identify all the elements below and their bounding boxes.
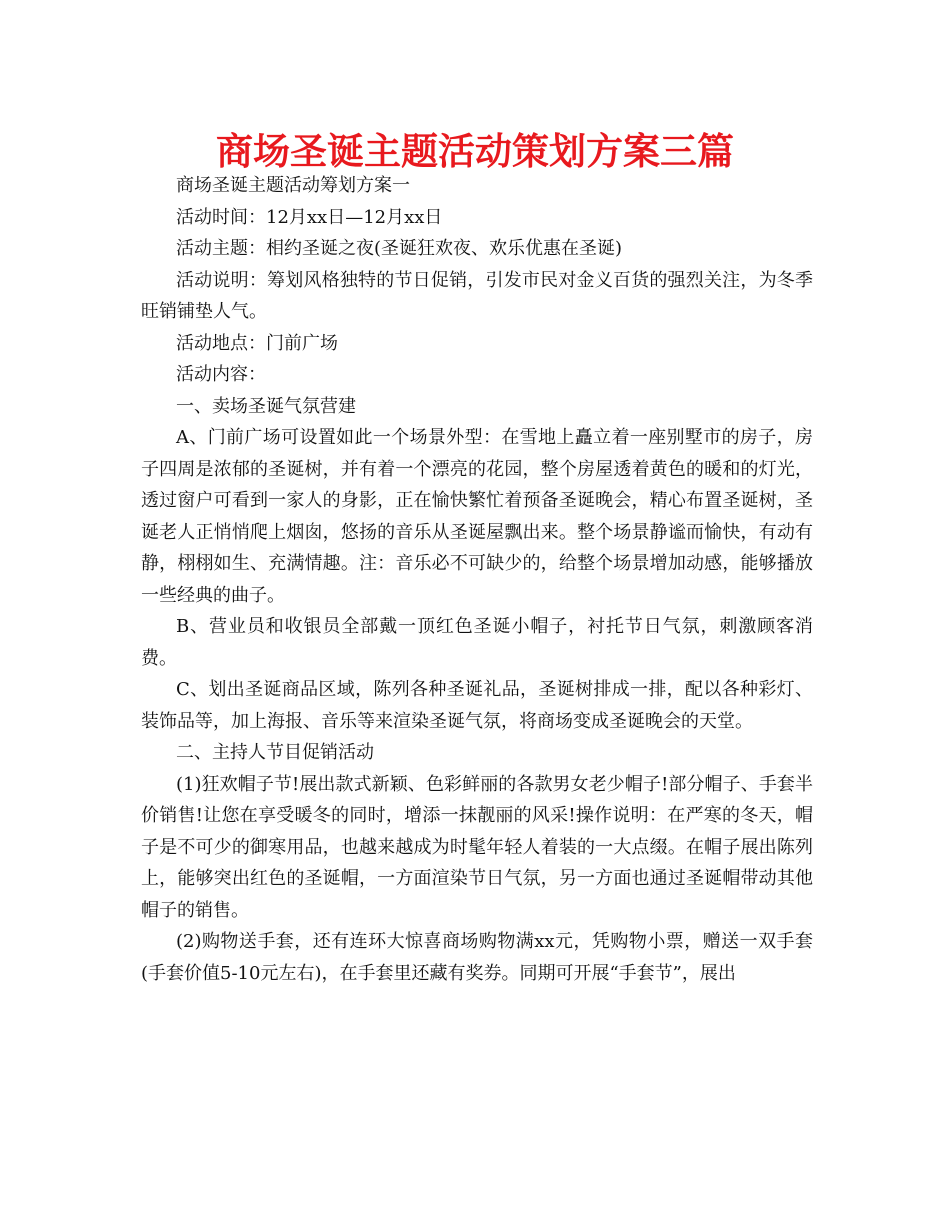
paragraph-activity-content: 活动内容： [176,364,266,385]
paragraph-activity-theme: 活动主题：相约圣诞之夜(圣诞狂欢夜、欢乐优惠在圣诞) [176,238,623,259]
paragraph-item-a: A、门前广场可设置如此一个场景外型：在雪地上矗立着一座别墅市的房子，房子四周是浓郁的圣诞树，并有着一个漂亮的花园，整个房屋透着黄色的暖和的灯光，透过窗户可看到一家人的身影，正在愉快繁忙着预备圣诞晚会，精心布置圣诞树，圣诞老人正悄悄爬上烟囱，悠扬的音乐从圣诞屋飘出来。整个场景静谧而愉快，有动有静，栩栩如生、充满情趣。注：音乐必不可缺少的，给整个场景增加动感，能够播放一些经典的曲子。 [141,427,813,606]
document-title: 商场圣诞主题活动策划方案三篇 [216,130,734,173]
paragraph-activity-location: 活动地点：门前广场 [176,332,338,354]
paragraph-activity-description: 活动说明：筹划风格独特的节日促销，引发市民对金义百货的强烈关注，为冬季旺销铺垫人气。 [141,269,813,322]
paragraph-item-1: (1)狂欢帽子节!展出款式新颖、色彩鲜丽的各款男女老少帽子!部分帽子、手套半价销售!让您在享受暖冬的同时，增添一抹靓丽的风采!操作说明：在严寒的冬天，帽子是不可少的御寒用品，也越来越成为时髦年轻人着装的一大点缀。在帽子展出陈列上，能够突出红色的圣诞帽，一方面渲染节日气氛，另一方面也通过圣诞帽带动其他帽子的销售。 [141,773,813,921]
paragraph-item-c: C、划出圣诞商品区域，陈列各种圣诞礼品，圣诞树排成一排，配以各种彩灯、装饰品等，加上海报、音乐等来渲染圣诞气氛，将商场变成圣诞晚会的天堂。 [141,679,813,732]
paragraph-item-2: (2)购物送手套，还有连环大惊喜商场购物满xx元，凭购物小票，赠送一双手套(手套价值5-10元左右)，在手套里还藏有奖券。同期可开展“手套节”，展出 [141,931,813,984]
paragraph-item-b: B、营业员和收银员全部戴一顶红色圣诞小帽子，衬托节日气氛，刺激顾客消费。 [141,616,813,669]
paragraph-activity-time: 活动时间：12月xx日—12月xx日 [176,206,443,228]
paragraph-plan-heading: 商场圣诞主题活动筹划方案一 [176,175,410,196]
section-heading-atmosphere: 一、卖场圣诞气氛营建 [176,395,356,417]
section-heading-promotion: 二、主持人节目促销活动 [176,742,374,763]
document-body [141,170,813,989]
